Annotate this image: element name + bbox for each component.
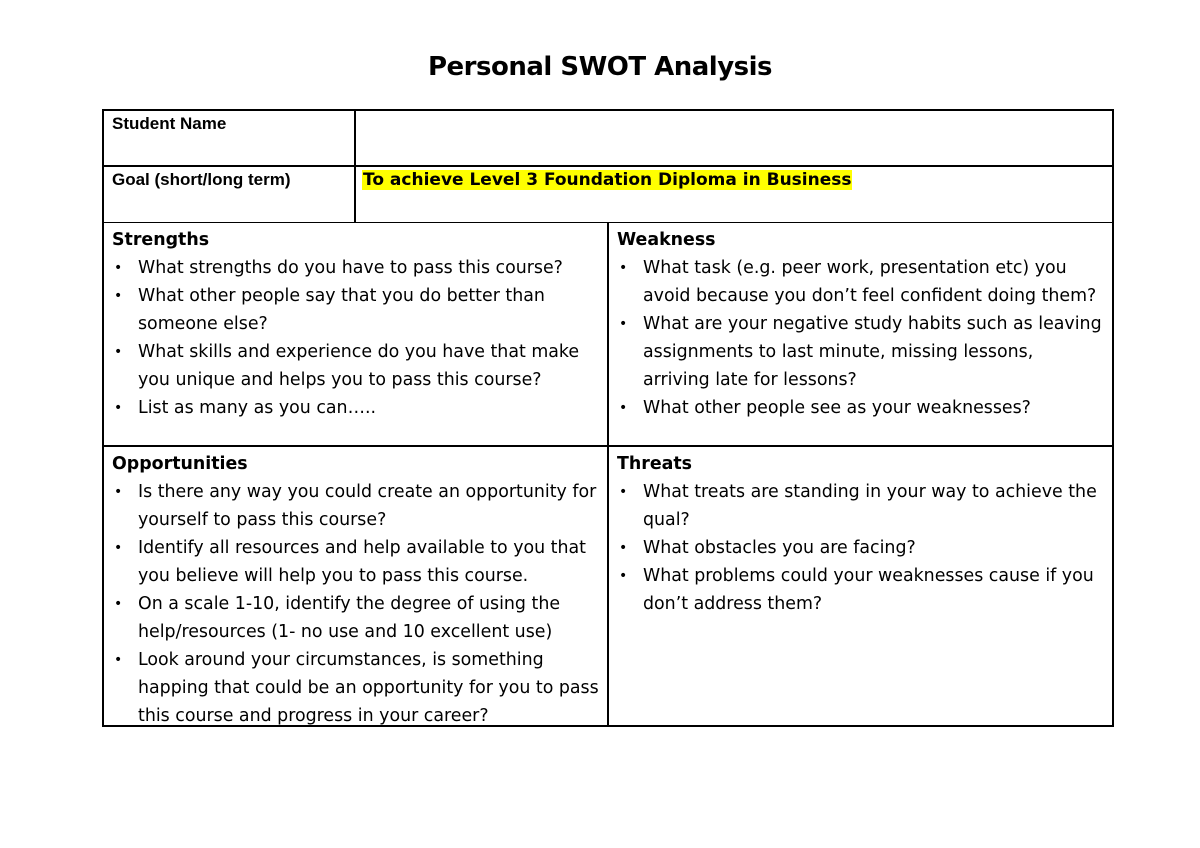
list-item xyxy=(617,310,1104,394)
list-item xyxy=(617,534,1104,562)
page-title: Personal SWOT Analysis xyxy=(427,52,773,82)
list-item xyxy=(112,534,599,590)
weakness-cell[interactable] xyxy=(609,223,1112,447)
bullet-icon: • xyxy=(114,400,123,416)
list-item xyxy=(112,282,599,338)
list-item-text: List as many as you can….. xyxy=(138,398,377,418)
threats-cell[interactable] xyxy=(609,447,1112,725)
list-item-text: What other people see as your weaknesses? xyxy=(643,398,1031,418)
list-item xyxy=(617,254,1104,310)
header-table xyxy=(102,109,1114,223)
opportunities-title: Opportunities xyxy=(112,454,248,474)
bullet-icon: • xyxy=(114,540,123,556)
bullet-icon: • xyxy=(619,316,628,332)
bullet-icon: • xyxy=(619,568,628,584)
list-item-text: What skills and experience do you have that make you unique and helps you to pass this course? xyxy=(138,342,580,390)
list-item xyxy=(112,338,599,394)
list-item xyxy=(112,254,599,282)
weakness-list xyxy=(617,254,1104,422)
list-item xyxy=(112,394,599,422)
list-item xyxy=(617,394,1104,422)
list-item-text: Look around your circumstances, is something happing that could be an opportunity for you to pass this course and progress in your career? xyxy=(138,650,599,725)
swot-grid xyxy=(102,222,1114,727)
bullet-icon: • xyxy=(619,484,628,500)
goal-row xyxy=(104,167,1112,223)
goal-label: Goal (short/long term) xyxy=(104,167,356,222)
strengths-title: Strengths xyxy=(112,230,210,250)
threats-list xyxy=(617,478,1104,618)
list-item-text: What are your negative study habits such as leaving assignments to last minute, missing lessons, arriving late for lessons? xyxy=(643,314,1102,390)
opportunities-cell[interactable] xyxy=(104,447,609,725)
list-item xyxy=(617,562,1104,618)
bullet-icon: • xyxy=(114,288,123,304)
list-item xyxy=(617,478,1104,534)
bullet-icon: • xyxy=(619,400,628,416)
list-item-text: What task (e.g. peer work, presentation etc) you avoid because you don’t feel confident doing them? xyxy=(643,258,1097,306)
strengths-cell[interactable] xyxy=(104,223,609,447)
bullet-icon: • xyxy=(619,260,628,276)
student-name-label: Student Name xyxy=(104,111,356,165)
opportunities-list xyxy=(112,478,599,725)
strengths-list xyxy=(112,254,599,422)
list-item-text: On a scale 1-10, identify the degree of using the help/resources (1- no use and 10 excellent use) xyxy=(138,594,561,642)
student-name-row xyxy=(104,111,1112,167)
list-item-text: What problems could your weaknesses cause if you don’t address them? xyxy=(643,566,1094,614)
student-name-field[interactable] xyxy=(356,111,1112,165)
list-item-text: What treats are standing in your way to achieve the qual? xyxy=(643,482,1097,530)
bullet-icon: • xyxy=(114,596,123,612)
list-item-text: What strengths do you have to pass this course? xyxy=(138,258,563,278)
bullet-icon: • xyxy=(114,260,123,276)
list-item-text: Identify all resources and help available to you that you believe will help you to pass this course. xyxy=(138,538,587,586)
list-item xyxy=(112,478,599,534)
list-item xyxy=(112,646,599,725)
bullet-icon: • xyxy=(619,540,628,556)
weakness-title: Weakness xyxy=(617,230,716,250)
goal-value-highlight: To achieve Level 3 Foundation Diploma in Business xyxy=(363,170,852,190)
goal-field[interactable] xyxy=(356,167,1112,222)
bullet-icon: • xyxy=(114,344,123,360)
threats-title: Threats xyxy=(617,454,693,474)
list-item-text: Is there any way you could create an opportunity for yourself to pass this course? xyxy=(138,482,597,530)
list-item-text: What other people say that you do better than someone else? xyxy=(138,286,545,334)
list-item xyxy=(112,590,599,646)
bullet-icon: • xyxy=(114,652,123,668)
bullet-icon: • xyxy=(114,484,123,500)
list-item-text: What obstacles you are facing? xyxy=(643,538,916,558)
